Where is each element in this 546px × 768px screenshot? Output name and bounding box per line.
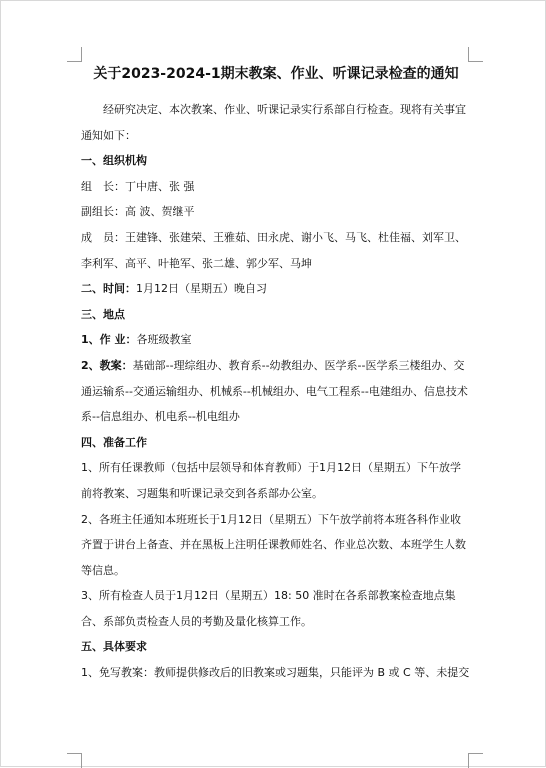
margin-corner-mark [67,753,82,768]
section-heading-location: 三、地点 [81,307,125,321]
time-value: 1月12日（星期五）晚自习 [136,282,267,296]
deputy-line: 副组长：高 波、贺继平 [81,205,195,219]
document-body [81,63,471,686]
margin-corner-mark [468,47,483,62]
homework-value: 各班级教室 [136,333,192,347]
section-heading-preparation: 四、准备工作 [81,435,147,449]
margin-corner-mark [67,47,82,62]
preparation-item-2: 2、各班主任通知本班班长于1月12日（星期五）下午放学前将本班各科作业收齐置于讲台上备查、并在黑板上注明任课教师姓名、作业总次数、本班学生人数等信息。 [81,512,466,577]
homework-label: 1、作 业： [81,333,137,347]
section-heading-organization: 一、组织机构 [81,154,147,168]
intro-paragraph: 经研究决定、本次教案、作业、听课记录实行系部自行检查。现将有关事宜通知如下： [81,103,466,142]
leader-line: 组 长：丁中唐、张 强 [81,179,195,193]
members-line: 成 员：王建锋、张建荣、王雅茹、田永虎、谢小飞、马飞、杜佳福、刘军卫、李利军、高平、叶艳军、张二雄、郭少军、马坤 [81,230,466,270]
plans-value: 基础部--理综组办、教育系--幼教组办、医学系--医学系三楼组办、交通运输系--交通运输组办、机械系--机械组办、电气工程系--电建组办、信息技术系--信息组办、机电系--机电组办 [81,358,468,424]
section-heading-time: 二、时间： [81,282,136,296]
requirements-item-1: 1、免写教案：教师提供修改后的旧教案或习题集，只能评为 B 或 C 等、未提交 [81,666,470,680]
plans-location [81,353,471,430]
homework-location [81,327,471,353]
section-heading-requirements: 五、具体要求 [81,640,147,654]
section-time [81,276,471,302]
preparation-item-1: 1、所有任课教师（包括中层领导和体育教师）于1月12日（星期五）下午放学前将教案、习题集和听课记录交到各系部办公室。 [81,461,461,500]
preparation-item-3: 3、所有检查人员于1月12日（星期五）18: 50 准时在各系部教案检查地点集合、系部负责检查人员的考勤及量化核算工作。 [81,589,456,628]
document-title: 关于2023-2024-1期末教案、作业、听课记录检查的通知 [93,66,459,82]
margin-corner-mark [468,753,483,768]
plans-label: 2、教案： [81,358,133,372]
